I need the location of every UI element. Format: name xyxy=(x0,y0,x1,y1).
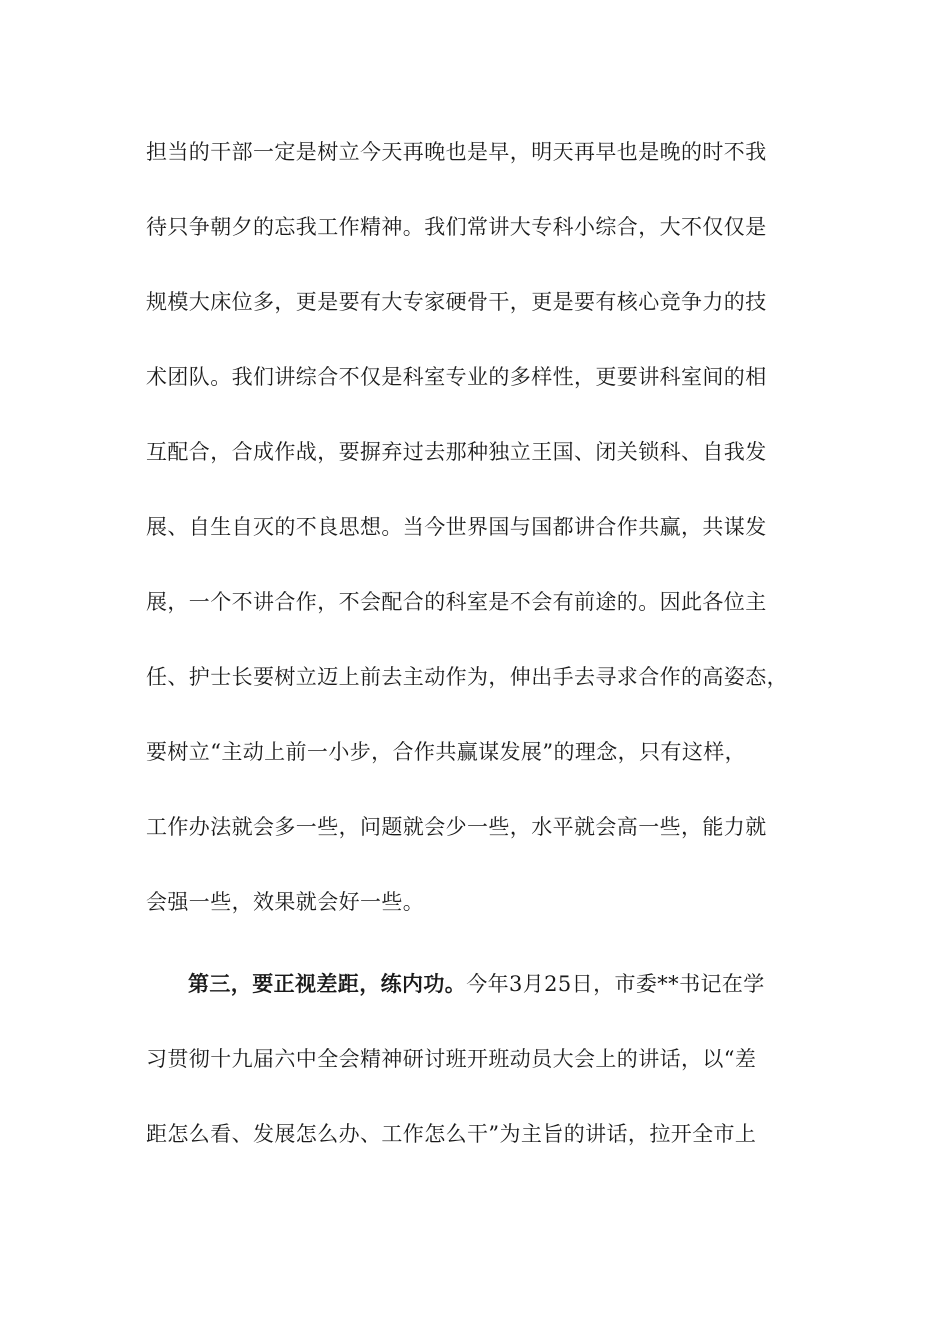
paragraph-line: 距怎么看、发展怎么办、工作怎么干”为主旨的讲话，拉开全市上 xyxy=(146,1122,757,1146)
paragraph-line: 待只争朝夕的忘我工作精神。我们常讲大专科小综合，大不仅仅是 xyxy=(146,215,767,239)
paragraph-line: 任、护士长要树立迈上前去主动作为，伸出手去寻求合作的高姿态， xyxy=(146,665,788,689)
paragraph-line: 展、自生自灭的不良思想。当今世界国与国都讲合作共赢，共谋发 xyxy=(146,515,767,539)
section-first-line-text: 今年3月25日，市委**书记在学 xyxy=(466,972,765,996)
paragraph-line: 要树立“主动上前一小步，合作共赢谋发展”的理念，只有这样， xyxy=(146,740,747,764)
paragraph-line: 互配合，合成作战，要摒弃过去那种独立王国、闭关锁科、自我发 xyxy=(146,440,767,464)
paragraph-line: 规模大床位多，更是要有大专家硬骨干，更是要有核心竞争力的技 xyxy=(146,290,767,314)
paragraph-line: 习贯彻十九届六中全会精神研讨班开班动员大会上的讲话，以“差 xyxy=(146,1047,757,1071)
paragraph-line: 术团队。我们讲综合不仅是科室专业的多样性，更要讲科室间的相 xyxy=(146,365,767,389)
paragraph-line: 展，一个不讲合作，不会配合的科室是不会有前途的。因此各位主 xyxy=(146,590,767,614)
paragraph-line: 工作办法就会多一些，问题就会少一些，水平就会高一些，能力就 xyxy=(146,815,767,839)
paragraph-line: 担当的干部一定是树立今天再晚也是早，明天再早也是晚的时不我 xyxy=(146,140,767,164)
section-first-line xyxy=(188,971,814,997)
paragraph-line: 会强一些，效果就会好一些。 xyxy=(146,890,425,914)
section-heading: 第三，要正视差距，练内功。 xyxy=(188,971,467,996)
